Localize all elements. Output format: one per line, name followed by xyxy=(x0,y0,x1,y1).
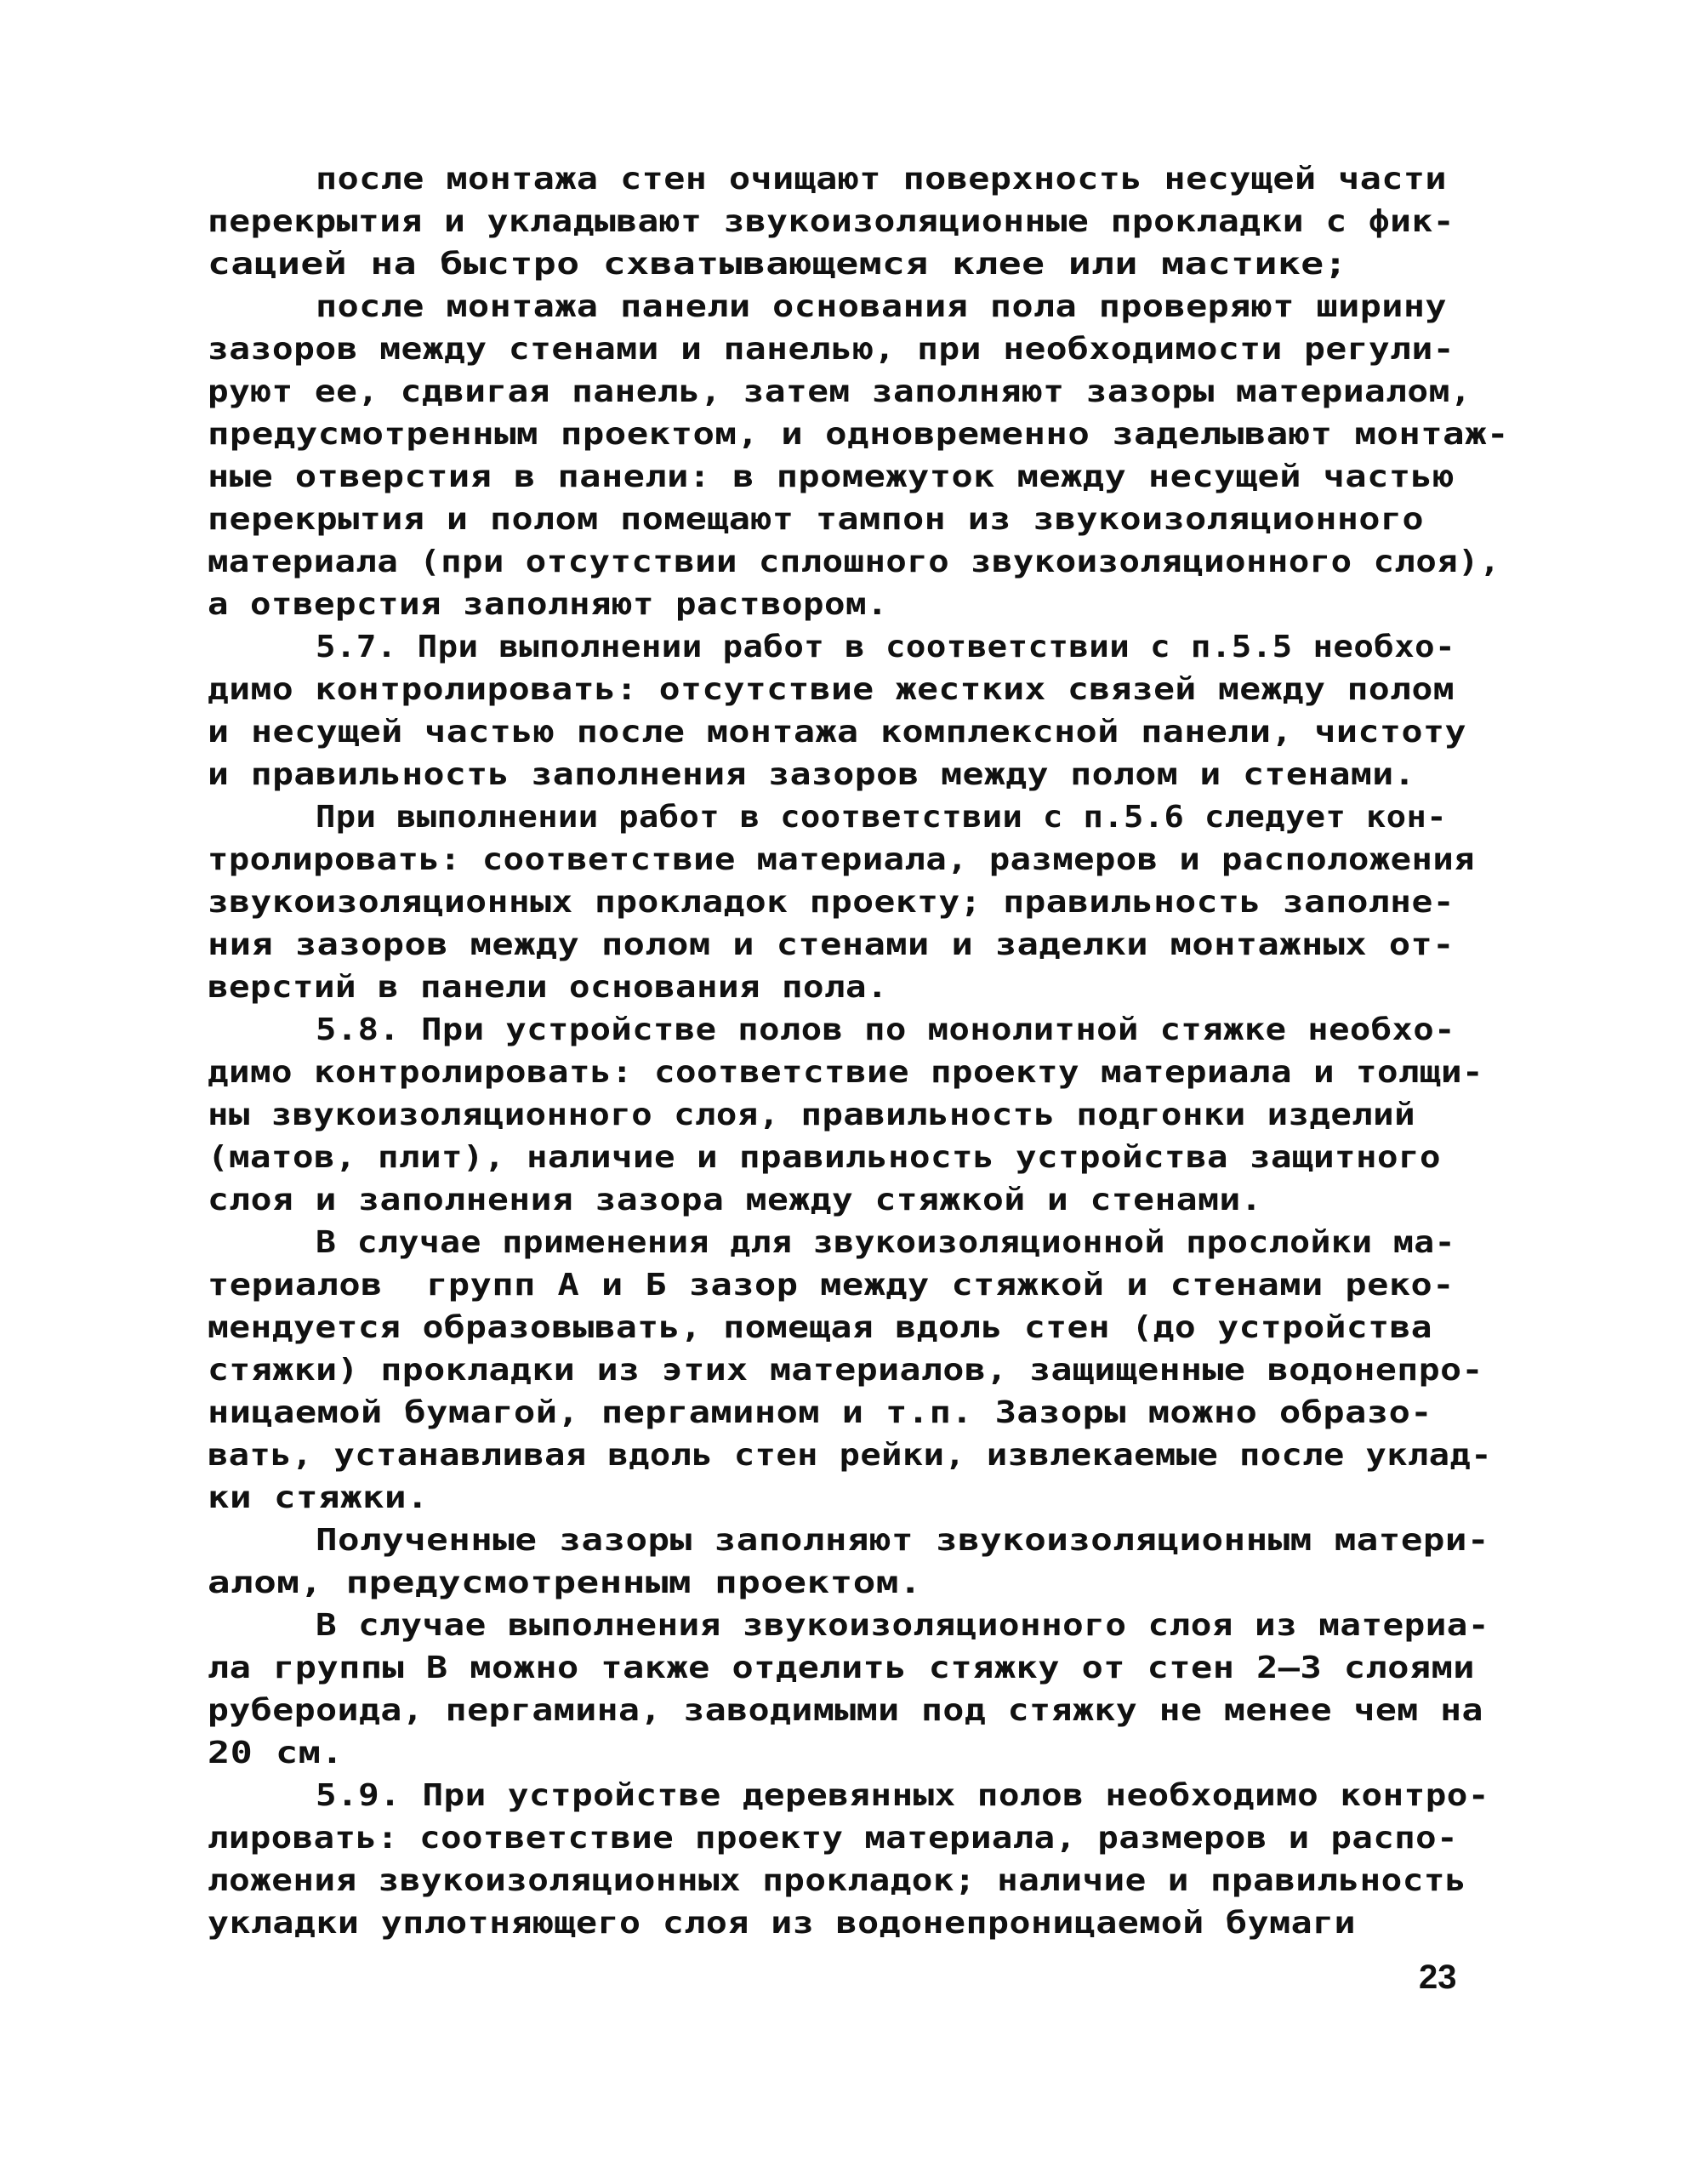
text-line-17: тролировать: соответствие материала, размеров и расположения xyxy=(208,842,1475,877)
text-line-13: димо контролировать: отсутствие жестких связей между полом xyxy=(208,672,1455,707)
text-line-8: ные отверстия в панели: в промежуток между несущей частью xyxy=(208,459,1455,494)
text-line-9: перекрытия и полом помещают тампон из звукоизоляционного xyxy=(208,502,1424,537)
text-line-25: слоя и заполнения зазора между стяжкой и стенами. xyxy=(208,1183,1262,1217)
text-line-3: сацией на быстро схватывающемся клее или мастике; xyxy=(208,247,1347,282)
text-line-7: предусмотренным проектом, и одновременно заделывают монтаж- xyxy=(208,417,1510,452)
text-line-32: ки стяжки. xyxy=(208,1480,429,1515)
text-line-29: стяжки) прокладки из этих материалов, защищенные водонепро- xyxy=(208,1353,1483,1388)
text-line-4: после монтажа панели основания пола проверяют ширину xyxy=(316,289,1447,324)
text-line-18: звукоизоляционных прокладок проекту; правильность заполне- xyxy=(208,885,1455,920)
text-line-28: мендуется образовывать, помещая вдоль стен (до устройства xyxy=(208,1310,1432,1345)
text-line-11: а отверстия заполняют раствором. xyxy=(208,587,888,622)
text-line-27: териалов групп А и Б зазор между стяжкой и стенами реко- xyxy=(208,1268,1455,1303)
text-line-42: укладки уплотняющего слоя из водонепроницаемой бумаги xyxy=(208,1906,1356,1941)
text-line-10: материала (при отсутствии сплошного звукоизоляционного слоя), xyxy=(208,545,1500,579)
text-line-31: вать, устанавливая вдоль стен рейки, извлекаемые после уклад- xyxy=(208,1438,1492,1473)
text-line-20: верстий в панели основания пола. xyxy=(208,970,888,1005)
text-line-19: ния зазоров между полом и стенами и заделки монтажных от- xyxy=(208,927,1455,962)
text-line-23: ны звукоизоляционного слоя, правильность подгонки изделий xyxy=(208,1098,1415,1132)
text-line-12: 5.7. При выполнении работ в соответствии с п.5.5 необхо- xyxy=(316,630,1455,664)
text-line-22: димо контролировать: соответствие проекту материала и толщи- xyxy=(208,1055,1484,1090)
text-line-26: В случае применения для звукоизоляционной прослойки ма- xyxy=(316,1225,1455,1260)
text-line-14: и несущей частью после монтажа комплексной панели, чистоту xyxy=(208,715,1466,750)
text-line-33: Полученные зазоры заполняют звукоизоляционным матери- xyxy=(316,1523,1489,1558)
text-line-38: 20 см. xyxy=(208,1736,344,1770)
text-line-37: рубероида, пергамина, заводимыми под стяжку не менее чем на xyxy=(208,1693,1483,1728)
text-line-39: 5.9. При устройстве деревянных полов необходимо контро- xyxy=(316,1778,1489,1813)
text-line-6: руют ее, сдвигая панель, затем заполняют зазоры материалом, xyxy=(208,374,1472,409)
text-line-40: лировать: соответствие проекту материала, размеров и распо- xyxy=(208,1821,1458,1856)
text-line-16: При выполнении работ в соответствии с п.5.6 следует кон- xyxy=(316,800,1447,835)
text-line-30: ницаемой бумагой, пергамином и т.п. Зазоры можно образо- xyxy=(208,1395,1432,1430)
text-line-24: (матов, плит), наличие и правильность устройства защитного xyxy=(208,1140,1442,1175)
text-line-15: и правильность заполнения зазоров между полом и стенами. xyxy=(208,757,1415,792)
text-line-1: после монтажа стен очищают поверхность несущей части xyxy=(316,162,1447,197)
text-line-36: ла группы В можно также отделить стяжку от стен 2–3 слоями xyxy=(208,1651,1475,1685)
text-line-2: перекрытия и укладывают звукоизоляционные прокладки с фик- xyxy=(208,204,1455,239)
text-line-34: алом, предусмотренным проектом. xyxy=(208,1565,922,1600)
text-line-35: В случае выполнения звукоизоляционного слоя из материа- xyxy=(316,1608,1489,1643)
text-line-5: зазоров между стенами и панелью, при необходимости регули- xyxy=(208,332,1455,367)
page-number: 23 xyxy=(1419,1959,1457,1996)
text-line-21: 5.8. При устройстве полов по монолитной стяжке необхо- xyxy=(316,1012,1455,1047)
text-line-41: ложения звукоизоляционных прокладок; наличие и правильность xyxy=(208,1863,1466,1898)
